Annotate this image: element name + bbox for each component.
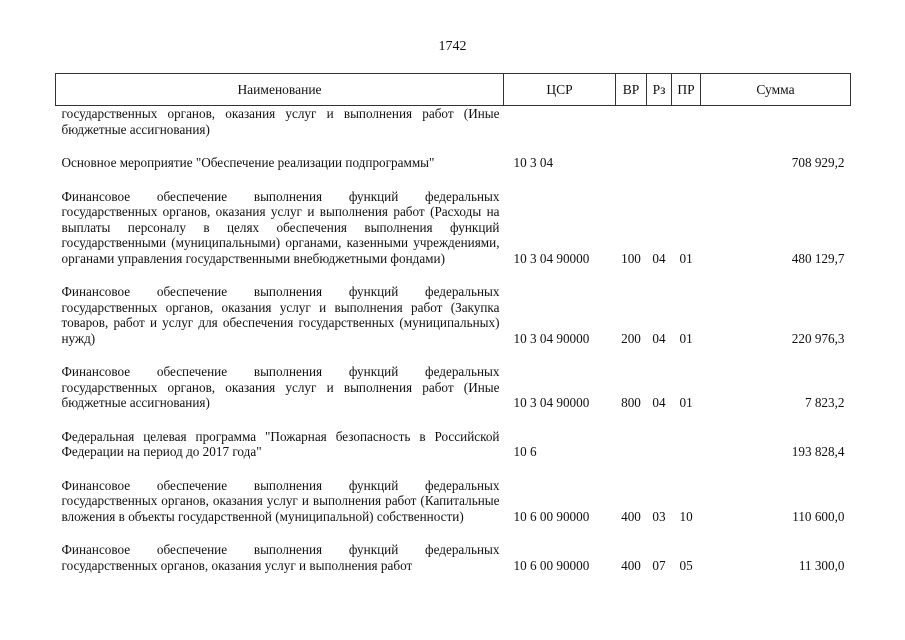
table-header-row <box>56 74 851 106</box>
budget-table <box>55 73 851 573</box>
row-pr: 10 <box>679 508 693 524</box>
row-spacer <box>56 266 851 284</box>
row-pr: 01 <box>679 395 693 410</box>
row-spacer <box>56 411 851 429</box>
column-header-name: Наименование <box>56 74 504 106</box>
row-pr <box>672 155 701 171</box>
row-pr: 05 <box>679 557 693 573</box>
table-row <box>56 364 851 411</box>
row-rz: 04 <box>652 330 666 346</box>
row-name: государственных органов, оказания услуг и выполнения работ (Иные бюджетные ассигнования) <box>61 106 500 137</box>
row-name: Основное мероприятие "Обеспечение реализации подпрограммы" <box>61 155 435 170</box>
row-csr: 10 6 00 90000 <box>513 508 590 524</box>
row-vr <box>616 429 647 460</box>
table-row <box>56 106 851 138</box>
row-vr: 400 <box>621 557 641 573</box>
row-csr: 10 3 04 90000 <box>513 395 590 410</box>
row-vr: 100 <box>621 250 641 266</box>
row-name: Финансовое обеспечение выполнения функций федеральных государственных органов, оказания услуг и выполнения работ <box>61 542 500 573</box>
row-vr <box>616 155 647 171</box>
row-rz <box>647 429 672 460</box>
row-sum <box>701 106 851 138</box>
row-sum: 7 823,2 <box>804 395 845 410</box>
row-name: Финансовое обеспечение выполнения функций федеральных государственных органов, оказания услуг и выполнения работ (Иные бюджетные ассигнования) <box>61 364 500 410</box>
table-row <box>56 155 851 171</box>
row-sum: 110 600,0 <box>792 508 845 524</box>
row-rz: 03 <box>652 508 666 524</box>
column-header-rz: Рз <box>647 74 672 106</box>
row-sum: 708 929,2 <box>791 155 845 170</box>
row-spacer <box>56 524 851 542</box>
row-pr: 01 <box>679 250 693 266</box>
table-row <box>56 189 851 267</box>
table-row <box>56 429 851 460</box>
column-header-sum: Сумма <box>701 74 851 106</box>
row-name: Финансовое обеспечение выполнения функций федеральных государственных органов, оказания услуг и выполнения работ (Расходы на выплаты персоналу в целях обеспечения выполнения функций государственными (муниципальными) органами, казенными учреждениями, органами управления государственными внебюджетными фондами) <box>61 188 500 266</box>
column-header-vr: ВР <box>616 74 647 106</box>
row-sum: 11 300,0 <box>798 557 845 573</box>
row-csr: 10 6 <box>513 444 537 459</box>
row-csr: 10 3 04 90000 <box>513 250 590 266</box>
row-spacer <box>56 460 851 478</box>
row-name: Федеральная целевая программа "Пожарная безопасность в Российской Федерации на период до 2017 года" <box>61 428 500 459</box>
table-row <box>56 478 851 525</box>
row-sum: 220 976,3 <box>791 330 845 346</box>
row-rz: 04 <box>652 395 666 410</box>
row-csr: 10 3 04 90000 <box>513 330 590 346</box>
row-csr: 10 3 04 <box>513 155 554 170</box>
row-vr: 800 <box>621 395 641 410</box>
row-pr: 01 <box>679 330 693 346</box>
row-rz <box>647 155 672 171</box>
row-rz: 07 <box>652 557 666 573</box>
table-row <box>56 542 851 573</box>
row-vr: 400 <box>621 508 641 524</box>
row-csr: 10 6 00 90000 <box>513 557 590 573</box>
row-vr <box>616 106 647 138</box>
page-number: 1742 <box>438 39 467 54</box>
row-csr <box>504 106 616 138</box>
column-header-pr: ПР <box>672 74 701 106</box>
row-name: Финансовое обеспечение выполнения функций федеральных государственных органов, оказания услуг и выполнения работ (Закупка товаров, работ и услуг для обеспечения государственных (муниципальных) нужд) <box>61 284 500 346</box>
row-spacer <box>56 346 851 364</box>
row-vr: 200 <box>621 330 641 346</box>
row-sum: 480 129,7 <box>791 250 845 266</box>
row-pr <box>672 429 701 460</box>
row-rz <box>647 106 672 138</box>
row-sum: 193 828,4 <box>791 444 845 459</box>
column-header-csr: ЦСР <box>504 74 616 106</box>
row-pr <box>672 106 701 138</box>
row-name: Финансовое обеспечение выполнения функций федеральных государственных органов, оказания услуг и выполнения работ (Капитальные вложения в объекты государственной (муниципальной) собственности) <box>61 477 500 524</box>
row-rz: 04 <box>652 250 666 266</box>
row-spacer <box>56 171 851 189</box>
table-row <box>56 284 851 346</box>
row-spacer <box>56 137 851 155</box>
